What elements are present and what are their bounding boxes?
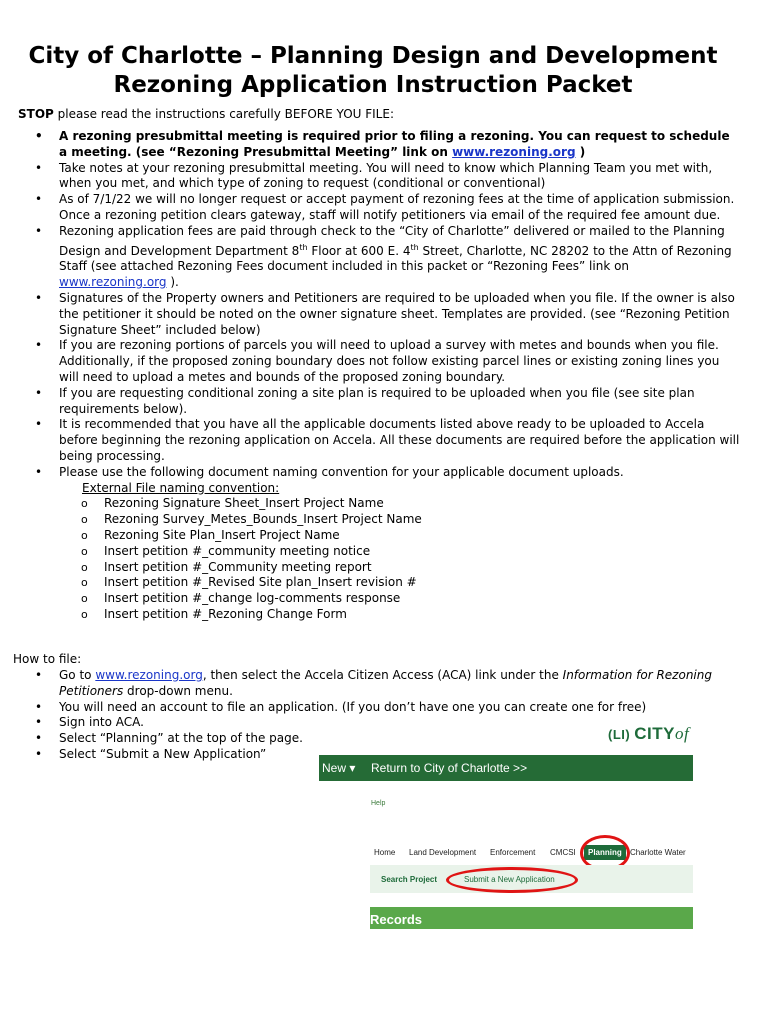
city-logo-mark: (LI) bbox=[608, 727, 631, 742]
submit-highlight-circle bbox=[446, 867, 578, 893]
nav-charlotte-water[interactable]: Charlotte Water bbox=[630, 848, 686, 857]
naming-item: o Insert petition #_change log-comments response bbox=[59, 591, 740, 607]
naming-item: o Rezoning Survey_Metes_Bounds_Insert Project Name bbox=[59, 512, 740, 528]
naming-list bbox=[59, 496, 740, 622]
list-item: • Select “Planning” at the top of the page. bbox=[0, 731, 740, 747]
list-item: • If you are requesting conditional zoning a site plan is required to be uploaded when you file (see site plan requirements below). bbox=[0, 386, 740, 418]
list-item: • Take notes at your rezoning presubmittal meeting. You will need to know which Planning Team you met with, when you met, and which type of zoning to request (conditional or conventional) bbox=[0, 161, 740, 193]
search-project-link[interactable]: Search Project bbox=[381, 875, 438, 884]
intro-text: STOP please read the instructions carefully BEFORE YOU FILE: bbox=[18, 107, 394, 121]
list-item: • As of 7/1/22 we will no longer request or accept payment of rezoning fees at the time of application submission. Once a rezoning petition clears gateway, staff will notify petitioners via email of the required fee amount due. bbox=[0, 192, 740, 224]
list-item: • Rezoning application fees are paid through check to the “City of Charlotte” delivered or mailed to the Planning Design and Development Department 8th Floor at 600 E. 4th Street, Charlotte, NC 28202 to the Attn of Rezoning Staff (see attached Rezoning Fees document included in this packet or “Rezoning Fees” link on www.rezoning.org ). bbox=[0, 224, 740, 291]
aca-nav bbox=[370, 841, 693, 865]
naming-item: o Rezoning Signature Sheet_Insert Project Name bbox=[59, 496, 740, 512]
list-item: • Signatures of the Property owners and Petitioners are required to be uploaded when you file. If the owner is also the petitioner it should be noted on the owner signature sheet. Templates are provided. (see “Rezoning Petition Signature Sheet” included below) bbox=[0, 291, 740, 338]
nav-enforcement[interactable]: Enforcement bbox=[490, 848, 536, 857]
return-link[interactable]: Return to City of Charlotte >> bbox=[371, 761, 528, 775]
instructions-list bbox=[0, 129, 740, 623]
nav-home[interactable]: Home bbox=[374, 848, 396, 857]
nav-cmcsi[interactable]: CMCSI bbox=[550, 848, 576, 857]
nav-land-development[interactable]: Land Development bbox=[409, 848, 477, 857]
records-title: Records bbox=[370, 912, 423, 927]
list-item: • A rezoning presubmittal meeting is required prior to filing a rezoning. You can request to schedule a meeting. (see “Rezoning Presubmittal Meeting” link on www.rezoning.org ) bbox=[0, 129, 740, 161]
help-link[interactable]: Help bbox=[371, 800, 386, 807]
list-item: • You will need an account to file an application. (If you don’t have one you can create one for free) bbox=[0, 700, 740, 716]
list-item: • Go to www.rezoning.org, then select the Accela Citizen Access (ACA) link under the Information for Rezoning Petitioners drop-down menu. bbox=[0, 668, 740, 700]
rezoning-link[interactable]: www.rezoning.org bbox=[452, 144, 576, 159]
rezoning-link[interactable]: www.rezoning.org bbox=[95, 668, 203, 682]
naming-item: o Rezoning Site Plan_Insert Project Name bbox=[59, 528, 740, 544]
list-item: • Select “Submit a New Application” bbox=[0, 747, 740, 763]
aca-top-bar bbox=[319, 755, 693, 781]
list-item: • If you are rezoning portions of parcels you will need to upload a survey with metes and bounds when you file. Additionally, if the proposed zoning boundary does not follow existing parcel lines or existing zoning lines you will need to upload a metes and bounds of the proposed zoning boundary. bbox=[0, 338, 740, 385]
how-to-list bbox=[0, 668, 740, 763]
naming-item: o Insert petition #_Rezoning Change Form bbox=[59, 607, 740, 623]
city-logo: (LI) CITYof bbox=[608, 724, 690, 743]
naming-item: o Insert petition #_Revised Site plan_Insert revision # bbox=[59, 575, 740, 591]
records-bar bbox=[370, 907, 693, 929]
title-line-2: Rezoning Application Instruction Packet bbox=[113, 72, 633, 98]
naming-convention-heading: External File naming convention: bbox=[82, 480, 280, 495]
submit-new-application-link[interactable]: Submit a New Application bbox=[464, 875, 555, 884]
page-title bbox=[0, 42, 746, 100]
nav-planning[interactable]: Planning bbox=[584, 845, 626, 860]
list-item: • Please use the following document naming convention for your applicable document uploads. External File naming convention: o Rezoning Signature Sheet_Insert Project Name o Rezoning Survey_Metes_Bounds_Insert Project Name o Rezoning Site Plan_Insert Project Name o Insert petition #_community meeting notice o Insert petition #_Community meeting report o Insert petition #_Revised Site plan_Insert revision # o Insert petition #_change log-comments response o Insert petition #_Rezoning Change Form bbox=[0, 465, 740, 623]
rezoning-link[interactable]: www.rezoning.org bbox=[59, 275, 167, 290]
new-menu[interactable]: New ▾ bbox=[322, 761, 356, 775]
stop-label: STOP bbox=[18, 107, 54, 121]
list-item: • Sign into ACA. bbox=[0, 715, 740, 731]
title-line-1: City of Charlotte – Planning Design and Development bbox=[28, 43, 718, 69]
list-item: • It is recommended that you have all the applicable documents listed above ready to be uploaded to Accela before beginning the rezoning application on Accela. All these documents are required before the application will being processing. bbox=[0, 417, 740, 464]
how-to-file-heading: How to file: bbox=[13, 652, 82, 666]
naming-item: o Insert petition #_community meeting notice bbox=[59, 544, 740, 560]
naming-item: o Insert petition #_Community meeting report bbox=[59, 560, 740, 576]
